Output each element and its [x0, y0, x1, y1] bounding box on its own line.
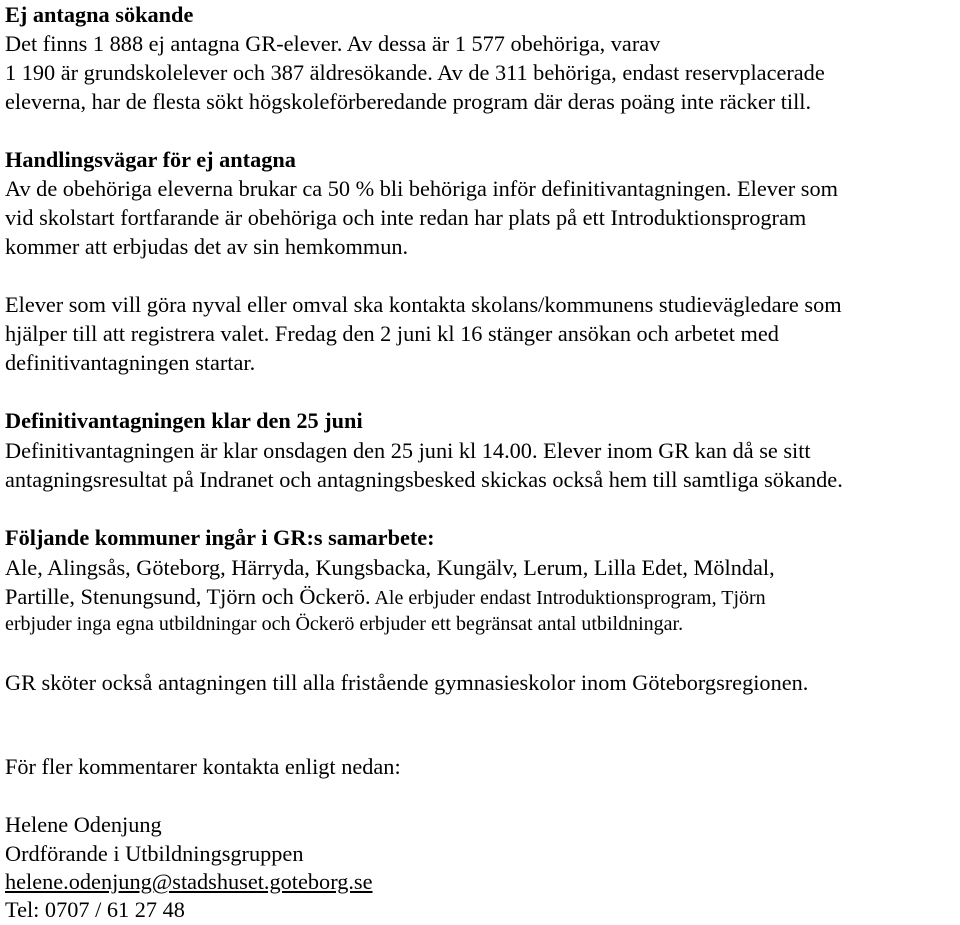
paragraph-line: kommer att erbjudas det av sin hemkommun.: [5, 234, 409, 259]
paragraph-line: Det finns 1 888 ej antagna GR-elever. Av dessa är 1 577 obehöriga, varav: [5, 31, 661, 56]
paragraph-line: Definitivantagningen är klar onsdagen den 25 juni kl 14.00. Elever inom GR kan då se sitt: [5, 438, 811, 463]
paragraph-line: vid skolstart fortfarande är obehöriga och inte redan har plats på ett Introduktionsprogram: [5, 205, 807, 230]
paragraph-line: antagningsresultat på Indranet och antagningsbesked skickas också hem till samtliga sökande.: [5, 467, 843, 492]
municipalities-text: Partille, Stenungsund, Tjörn och Öckerö.: [5, 584, 371, 609]
contact-name: Helene Odenjung: [5, 812, 162, 837]
paragraph-line: GR sköter också antagningen till alla fristående gymnasieskolor inom Göteborgsregionen.: [5, 670, 809, 695]
paragraph-line: Ale, Alingsås, Göteborg, Härryda, Kungsbacka, Kungälv, Lerum, Lilla Edet, Mölndal,: [5, 555, 775, 580]
heading-handlingsvagar: Handlingsvägar för ej antagna: [5, 147, 296, 172]
heading-ej-antagna: Ej antagna sökande: [5, 2, 194, 27]
paragraph-line: Elever som vill göra nyval eller omval ska kontakta skolans/kommunens studievägledare som: [5, 292, 842, 317]
contact-intro: För fler kommentarer kontakta enligt nedan:: [5, 754, 401, 779]
paragraph-line: eleverna, har de flesta sökt högskoleförberedande program där deras poäng inte räcker till.: [5, 89, 812, 114]
paragraph-line: 1 190 är grundskolelever och 387 äldresökande. Av de 311 behöriga, endast reservplacerade: [5, 60, 825, 85]
contact-role: Ordförande i Utbildningsgruppen: [5, 841, 304, 866]
heading-kommuner: Följande kommuner ingår i GR:s samarbete:: [5, 525, 435, 550]
note-text: Ale erbjuder endast Introduktionsprogram, Tjörn: [370, 587, 766, 609]
contact-phone: Tel: 0707 / 61 27 48: [5, 897, 185, 922]
paragraph-line: definitivantagningen startar.: [5, 350, 256, 375]
contact-email-link[interactable]: helene.odenjung@stadshuset.goteborg.se: [5, 869, 373, 894]
paragraph-line-mixed: [5, 582, 766, 614]
note-line: erbjuder inga egna utbildningar och Öckerö erbjuder ett begränsat antal utbildningar.: [5, 613, 684, 635]
paragraph-line: hjälper till att registrera valet. Fredag den 2 juni kl 16 stänger ansökan och arbetet med: [5, 321, 779, 346]
paragraph-line: Av de obehöriga eleverna brukar ca 50 % bli behöriga inför definitivantagningen. Elever som: [5, 176, 838, 201]
heading-definitivantagningen: Definitivantagningen klar den 25 juni: [5, 408, 363, 433]
